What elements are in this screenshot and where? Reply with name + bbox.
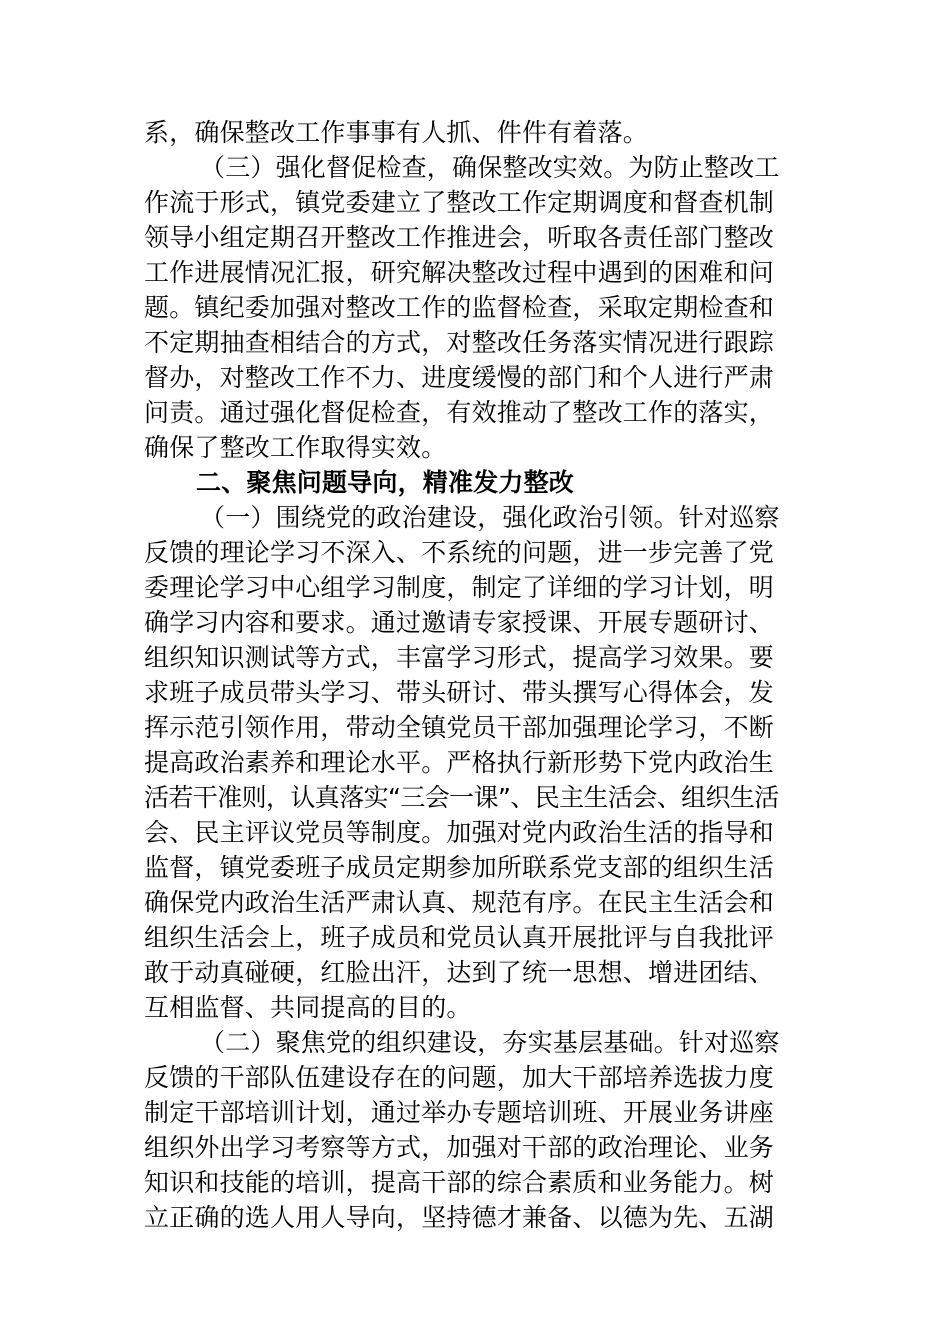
text-line: 知识和技能的培训，提高干部的综合素质和业务能力。树 xyxy=(144,1168,775,1197)
text-line: 题。镇纪委加强对整改工作的监督检查，采取定期检查和 xyxy=(144,293,775,322)
text-line: 挥示范引领作用，带动全镇党员干部加强理论学习，不断 xyxy=(144,713,775,742)
text-line: 组织知识测试等方式，丰富学习形式，提高学习效果。要 xyxy=(144,643,775,672)
text-line: 确保了整改工作取得实效。 xyxy=(144,433,447,462)
text-line: 求班子成员带头学习、带头研讨、带头撰写心得体会，发 xyxy=(144,678,775,707)
text-line: 组织生活会上，班子成员和党员认真开展批评与自我批评 xyxy=(144,923,775,952)
text-line: （二）聚焦党的组织建设，夯实基层基础。针对巡察 xyxy=(200,1028,780,1057)
text-line: 组织外出学习考察等方式，加强对干部的政治理论、业务 xyxy=(144,1133,775,1162)
text-line: 会、民主评议党员等制度。加强对党内政治生活的指导和 xyxy=(144,818,775,847)
text-line: 立正确的选人用人导向，坚持德才兼备、以德为先、五湖 xyxy=(144,1203,775,1232)
section-heading: 二、聚焦问题导向，精准发力整改 xyxy=(196,468,575,497)
text-line: （一）围绕党的政治建设，强化政治引领。针对巡察 xyxy=(200,503,780,532)
text-line: 作流于形式，镇党委建立了整改工作定期调度和督查机制 xyxy=(144,188,775,217)
text-line: 督办，对整改工作不力、进度缓慢的部门和个人进行严肃 xyxy=(144,363,775,392)
text-line: 敢于动真碰硬，红脸出汗，达到了统一思想、增进团结、 xyxy=(144,958,775,987)
text-line: 确保党内政治生活严肃认真、规范有序。在民主生活会和 xyxy=(144,888,775,917)
text-line: 系，确保整改工作事事有人抓、件件有着落。 xyxy=(144,118,649,147)
text-line: 监督，镇党委班子成员定期参加所联系党支部的组织生活 xyxy=(144,853,775,882)
text-line: 领导小组定期召开整改工作推进会，听取各责任部门整改 xyxy=(144,223,775,252)
text-line: 问责。通过强化督促检查，有效推动了整改工作的落实， xyxy=(144,398,775,427)
text-line: 活若干准则，认真落实“三会一课”、民主生活会、组织生活 xyxy=(144,783,779,812)
text-line: 委理论学习中心组学习制度，制定了详细的学习计划，明 xyxy=(144,573,775,602)
text-line: 互相监督、共同提高的目的。 xyxy=(144,993,472,1022)
text-line: 确学习内容和要求。通过邀请专家授课、开展专题研讨、 xyxy=(144,608,775,637)
text-line: 不定期抽查相结合的方式，对整改任务落实情况进行跟踪 xyxy=(144,328,775,357)
text-line: （三）强化督促检查，确保整改实效。为防止整改工 xyxy=(200,153,780,182)
text-line: 制定干部培训计划，通过举办专题培训班、开展业务讲座 xyxy=(144,1098,775,1127)
text-line: 反馈的理论学习不深入、不系统的问题，进一步完善了党 xyxy=(144,538,775,567)
text-line: 反馈的干部队伍建设存在的问题，加大干部培养选拔力度 xyxy=(144,1063,775,1092)
text-line: 工作进展情况汇报，研究解决整改过程中遇到的困难和问 xyxy=(144,258,775,287)
text-line: 提高政治素养和理论水平。严格执行新形势下党内政治生 xyxy=(144,748,775,777)
